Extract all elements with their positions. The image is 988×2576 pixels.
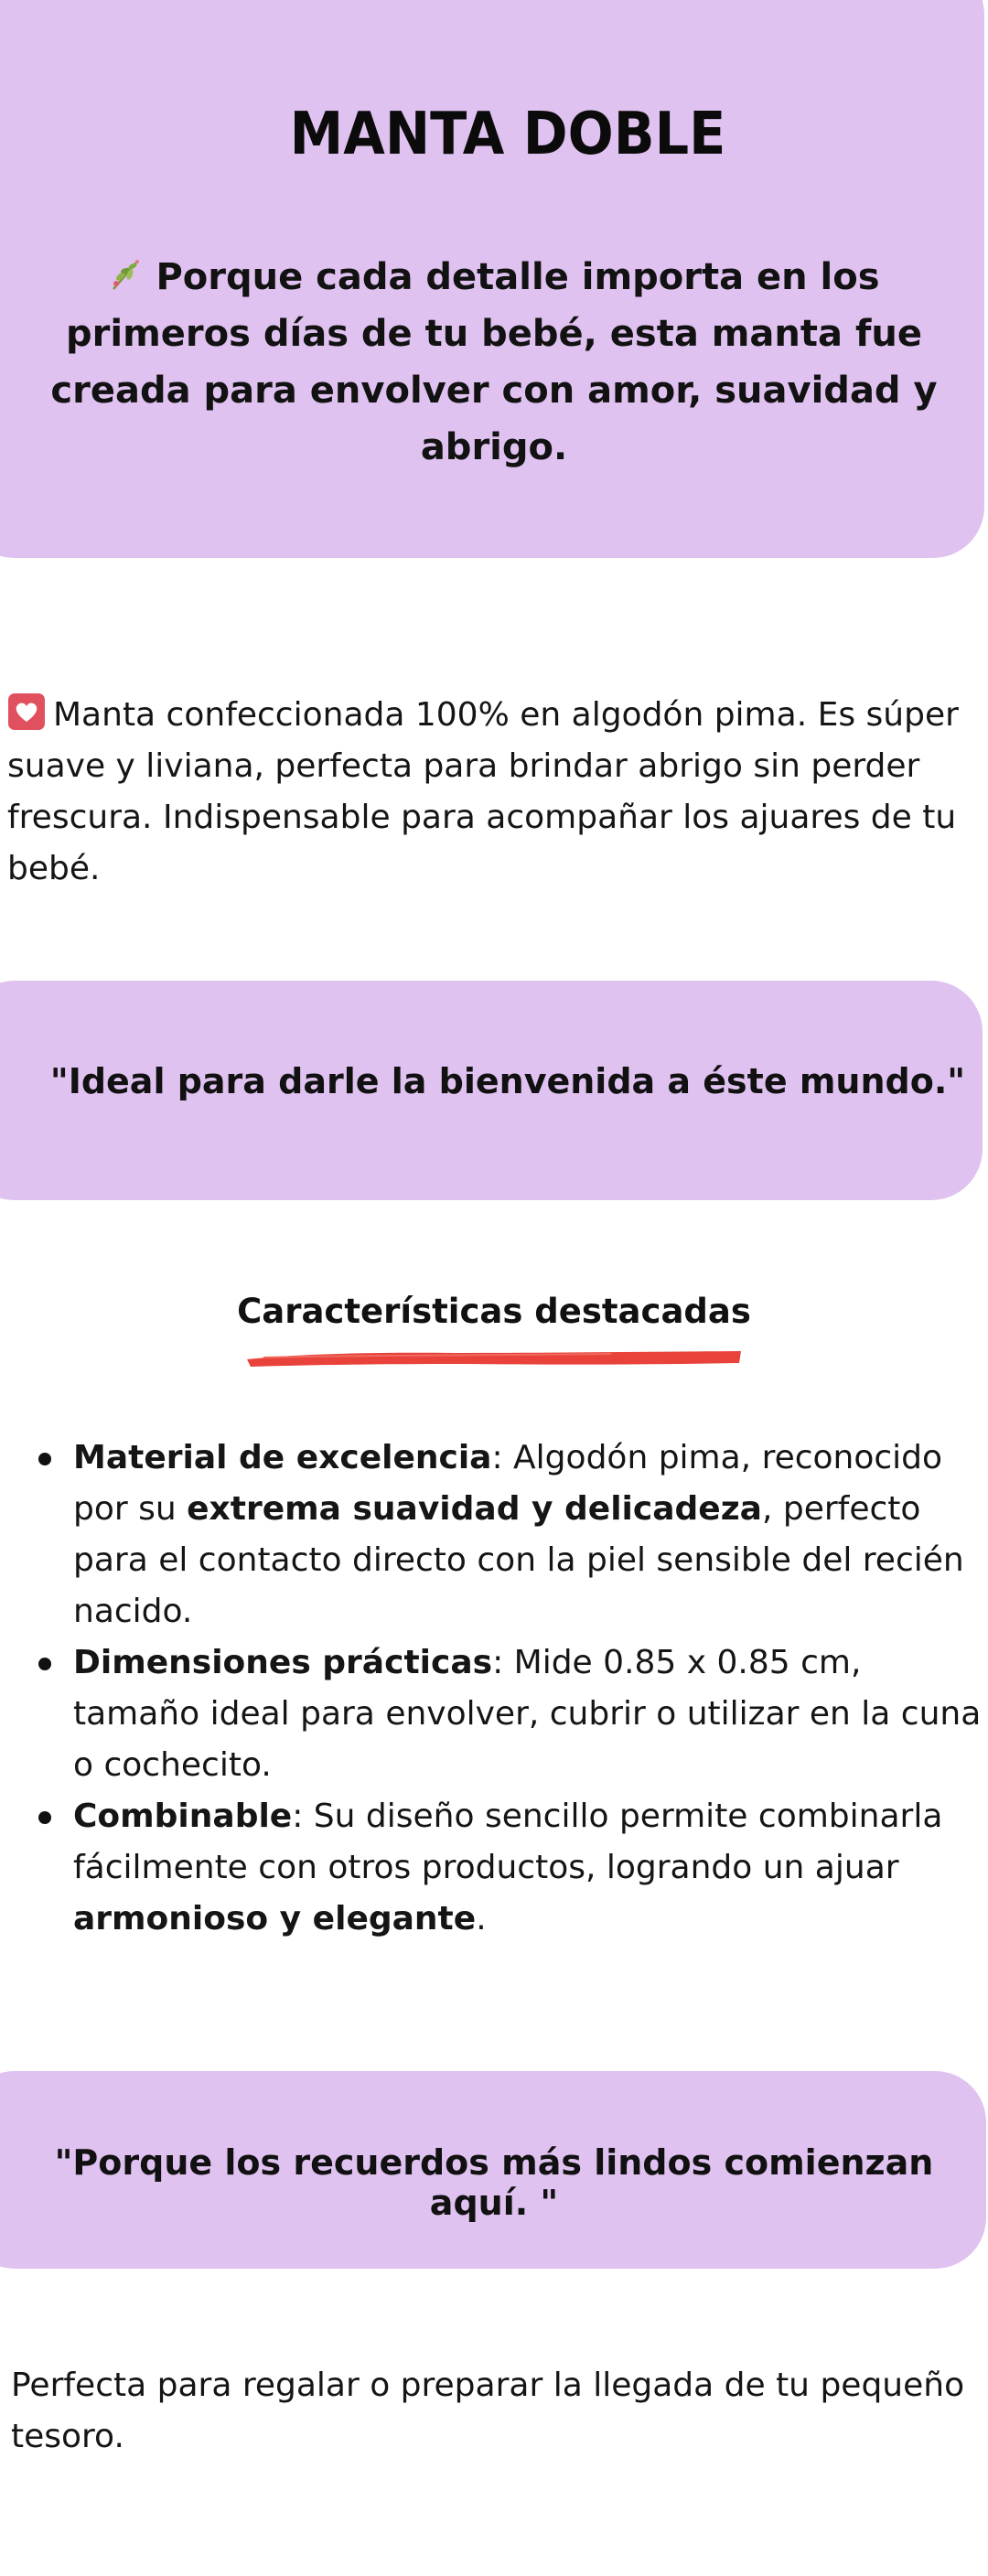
- memories-quote: "Porque los recuerdos más lindos comienzan aquí. ": [54, 2142, 934, 2223]
- brush-underline: [245, 1348, 743, 1368]
- product-description-text: Manta confeccionada 100% en algodón pima. Es súper suave y liviana, perfecta para brindar abrigo sin perder frescura. Indispensable para acompañar los ajuares de tu bebé.: [7, 696, 959, 887]
- heart-icon: [7, 692, 46, 731]
- bullet-icon: [38, 1658, 51, 1670]
- feature-label: Material de excelencia: [73, 1439, 492, 1476]
- hero-tagline-text: Porque cada detalle importa en los primeros días de tu bebé, esta manta fue creada para envolver con amor, suavidad y abrigo.: [50, 256, 938, 468]
- hero-tagline: [18, 249, 970, 476]
- plant-sprig-icon: [108, 256, 145, 293]
- feature-text: , perfecto para el contacto directo con la piel sensible del recién nacido.: [73, 1490, 964, 1630]
- feature-emphasis: armonioso y elegante: [73, 1900, 477, 1937]
- feature-text: .: [476, 1900, 487, 1937]
- list-item: [73, 1791, 988, 1945]
- welcome-quote: "Ideal para darle la bienvenida a éste mundo.": [49, 1061, 966, 1101]
- list-item: [73, 1433, 988, 1637]
- page-title: MANTA DOBLE: [289, 101, 726, 168]
- bullet-icon: [38, 1453, 51, 1465]
- closing-text: Perfecta para regalar o preparar la llegada de tu pequeño tesoro.: [11, 2367, 965, 2455]
- bullet-icon: [38, 1811, 51, 1824]
- feature-text: : Algodón pima, reconocido por su: [73, 1439, 943, 1528]
- feature-text: : Mide 0.85 x 0.85 cm, tamaño ideal para envolver, cubrir o utilizar en la cuna o cochecito.: [73, 1644, 982, 1784]
- feature-emphasis: extrema suavidad y delicadeza: [187, 1490, 762, 1528]
- features-heading: Características destacadas: [237, 1292, 751, 1331]
- product-description: [7, 690, 986, 895]
- list-item: [73, 1637, 988, 1791]
- feature-label: Combinable: [73, 1798, 293, 1835]
- features-list: [73, 1433, 988, 1945]
- feature-label: Dimensiones prácticas: [73, 1644, 493, 1681]
- feature-text: : Su diseño sencillo permite combinarla fácilmente con otros productos, logrando un ajuar: [73, 1798, 943, 1886]
